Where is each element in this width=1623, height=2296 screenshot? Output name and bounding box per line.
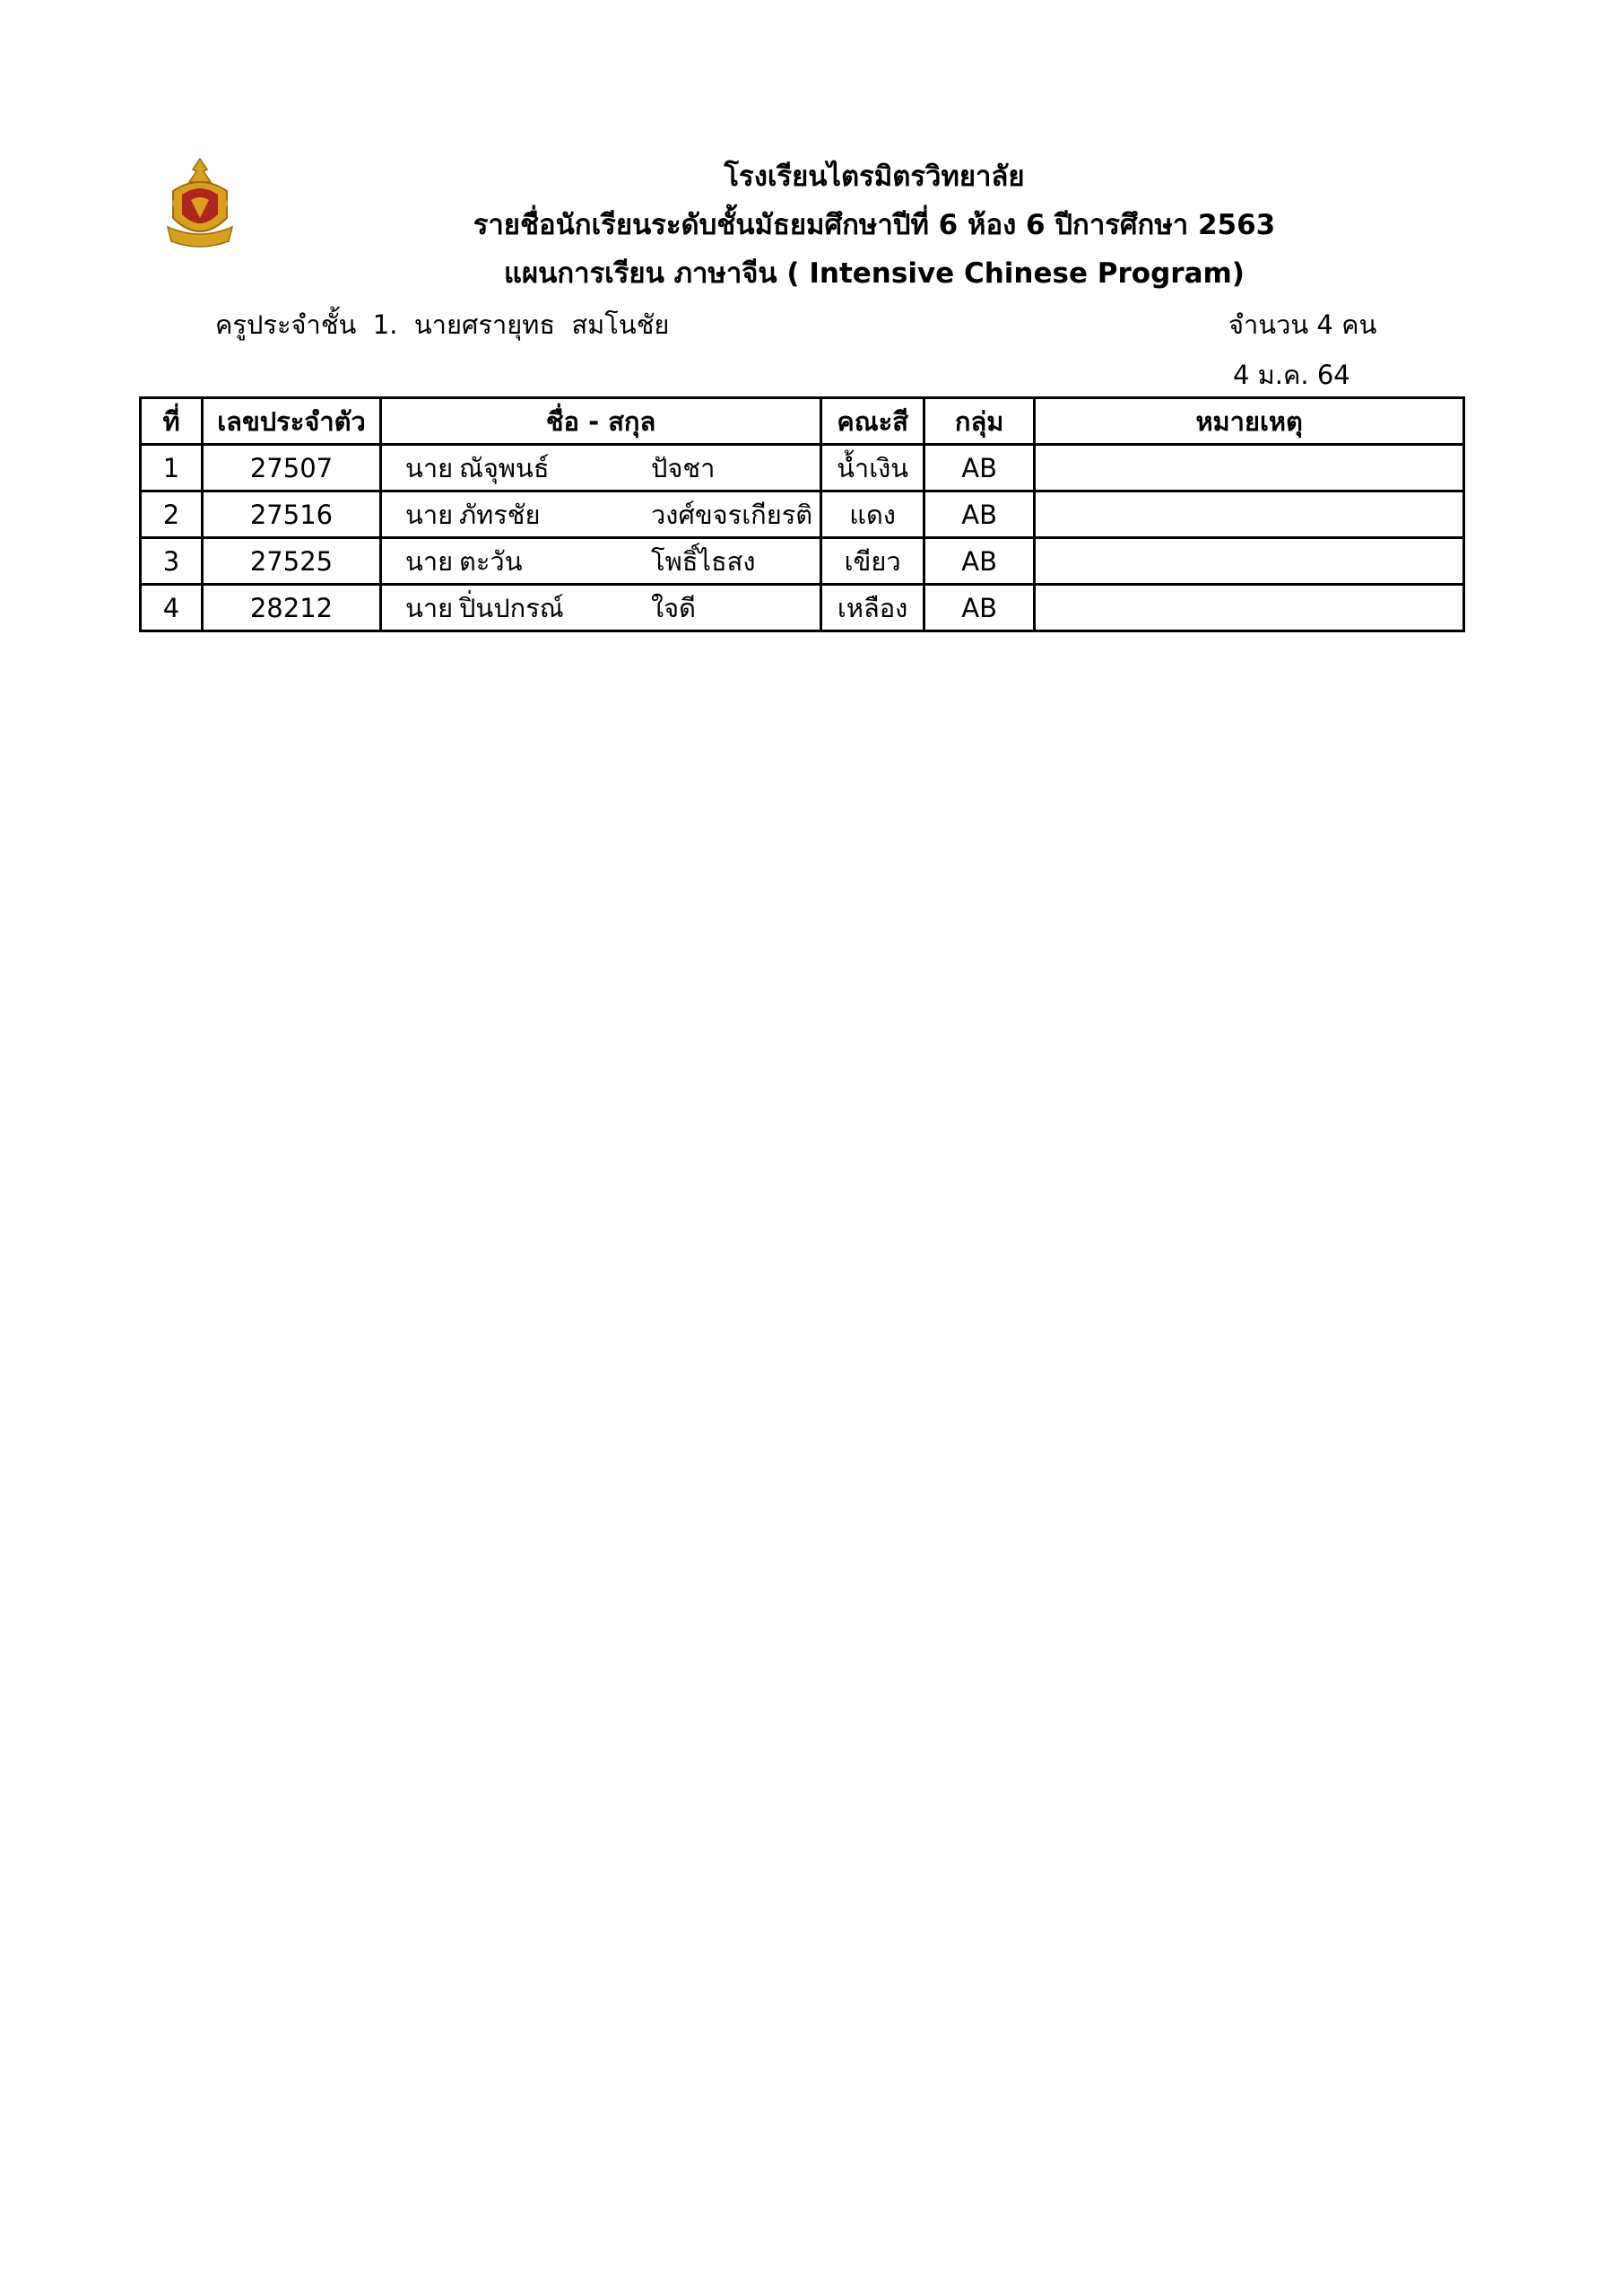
- table-row: [141, 445, 1464, 491]
- document-date: 4 ม.ค. 64: [1233, 360, 1350, 390]
- column-header-id: เลขประจำตัว: [203, 398, 381, 445]
- table-row: [141, 585, 1464, 631]
- column-header-name: ชื่อ - สกุล: [381, 398, 821, 445]
- cell-name: [381, 445, 821, 491]
- cell-house: เหลือง: [821, 585, 924, 631]
- cell-no: 2: [141, 491, 203, 538]
- last-name: วงศ์ขจรเกียรติ: [651, 499, 813, 530]
- cell-no: 3: [141, 538, 203, 585]
- first-name: ภัทรชัย: [459, 499, 541, 530]
- cell-note: [1035, 585, 1464, 631]
- cell-no: 1: [141, 445, 203, 491]
- name-title: นาย: [405, 452, 454, 483]
- cell-group: AB: [924, 585, 1035, 631]
- column-header-note: หมายเหตุ: [1035, 398, 1464, 445]
- cell-house: เขียว: [821, 538, 924, 585]
- document-subtitle: รายชื่อนักเรียนระดับชั้นมัธยมศึกษาปีที่ 6 ห้อง 6 ปีการศึกษา 2563: [473, 209, 1276, 241]
- cell-no: 4: [141, 585, 203, 631]
- last-name: ปัจชา: [651, 452, 716, 483]
- column-header-house: คณะสี: [821, 398, 924, 445]
- cell-group: AB: [924, 491, 1035, 538]
- table-row: [141, 491, 1464, 538]
- homeroom-teacher: ครูประจำชั้น 1. นายศรายุทธ สมโนชัย: [215, 309, 670, 340]
- first-name: ปิ่นปกรณ์: [459, 592, 564, 623]
- student-count: จำนวน 4 คน: [1228, 309, 1377, 340]
- cell-note: [1035, 538, 1464, 585]
- cell-name: [381, 491, 821, 538]
- first-name: ณัจุพนธ์: [459, 452, 550, 483]
- program-title: แผนการเรียน ภาษาจีน ( Intensive Chinese Program): [504, 257, 1245, 290]
- cell-group: AB: [924, 538, 1035, 585]
- student-roster-table: [139, 396, 1465, 632]
- school-name: โรงเรียนไตรมิตรวิทยาลัย: [724, 161, 1025, 193]
- cell-student-id: 28212: [203, 585, 381, 631]
- cell-student-id: 27525: [203, 538, 381, 585]
- cell-house: แดง: [821, 491, 924, 538]
- cell-house: น้ำเงิน: [821, 445, 924, 491]
- name-title: นาย: [405, 545, 454, 577]
- last-name: โพธิ์ไธสง: [651, 545, 756, 577]
- cell-name: [381, 538, 821, 585]
- name-title: นาย: [405, 499, 454, 530]
- cell-name: [381, 585, 821, 631]
- cell-note: [1035, 445, 1464, 491]
- cell-student-id: 27516: [203, 491, 381, 538]
- last-name: ใจดี: [651, 592, 696, 623]
- table-row: [141, 538, 1464, 585]
- cell-group: AB: [924, 445, 1035, 491]
- name-title: นาย: [405, 592, 454, 623]
- column-header-no: ที่: [141, 398, 203, 445]
- cell-student-id: 27507: [203, 445, 381, 491]
- table-header-row: [141, 398, 1464, 445]
- cell-note: [1035, 491, 1464, 538]
- column-header-group: กลุ่ม: [924, 398, 1035, 445]
- first-name: ตะวัน: [459, 545, 523, 577]
